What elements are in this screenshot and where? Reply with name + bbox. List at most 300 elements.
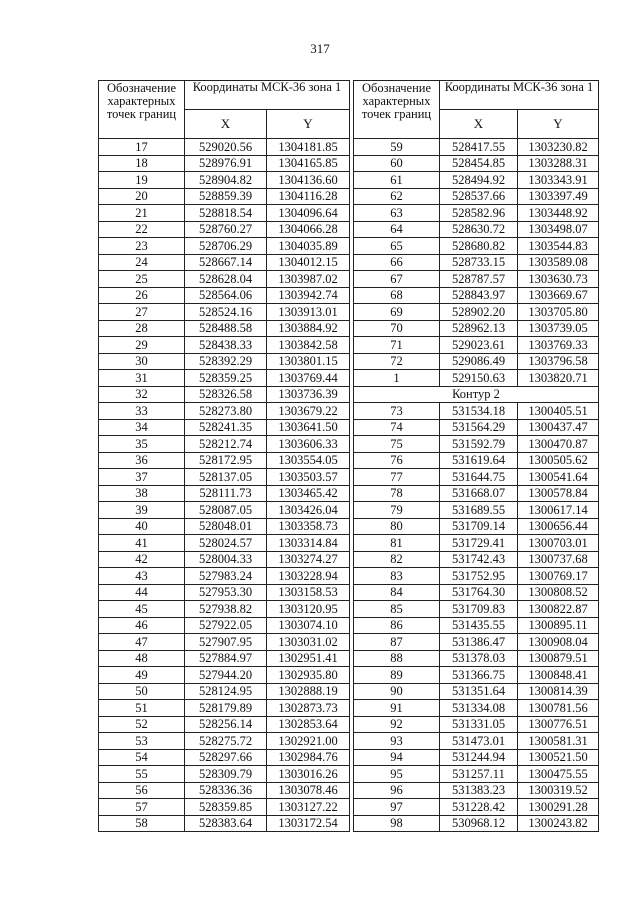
y-coordinate: 1300781.56 bbox=[518, 700, 599, 717]
x-coordinate: 529023.61 bbox=[440, 337, 518, 354]
point-id: 23 bbox=[99, 238, 185, 255]
point-id: 27 bbox=[99, 304, 185, 321]
y-coordinate: 1303769.44 bbox=[267, 370, 350, 387]
point-id: 77 bbox=[354, 469, 440, 486]
x-coordinate: 528004.33 bbox=[185, 551, 267, 568]
point-id: 80 bbox=[354, 518, 440, 535]
coords-header-right: Координаты МСК-36 зона 1 bbox=[440, 81, 599, 110]
x-coordinate: 527922.05 bbox=[185, 617, 267, 634]
point-id: 35 bbox=[99, 436, 185, 453]
table-row bbox=[99, 667, 599, 684]
point-id: 91 bbox=[354, 700, 440, 717]
x-coordinate: 531257.11 bbox=[440, 766, 518, 783]
table-row bbox=[99, 733, 599, 750]
point-id: 41 bbox=[99, 535, 185, 552]
x-coordinate: 528326.58 bbox=[185, 386, 267, 403]
point-id: 74 bbox=[354, 419, 440, 436]
x-coordinate: 528902.20 bbox=[440, 304, 518, 321]
x-coordinate: 527983.24 bbox=[185, 568, 267, 585]
table-row bbox=[99, 634, 599, 651]
x-coordinate: 528256.14 bbox=[185, 716, 267, 733]
y-coordinate: 1303498.07 bbox=[518, 221, 599, 238]
table-row bbox=[99, 320, 599, 337]
y-coordinate: 1300578.84 bbox=[518, 485, 599, 502]
table-row bbox=[99, 469, 599, 486]
point-id: 45 bbox=[99, 601, 185, 618]
y-coordinate: 1304035.89 bbox=[267, 238, 350, 255]
point-id: 40 bbox=[99, 518, 185, 535]
x-coordinate: 528048.01 bbox=[185, 518, 267, 535]
x-coordinate: 528336.36 bbox=[185, 782, 267, 799]
point-id: 97 bbox=[354, 799, 440, 816]
point-id: 39 bbox=[99, 502, 185, 519]
point-id: 1 bbox=[354, 370, 440, 387]
y-coordinate: 1300703.01 bbox=[518, 535, 599, 552]
x-coordinate: 531689.55 bbox=[440, 502, 518, 519]
x-coordinate: 531435.55 bbox=[440, 617, 518, 634]
y-coordinate: 1303669.67 bbox=[518, 287, 599, 304]
point-id: 46 bbox=[99, 617, 185, 634]
y-coordinate: 1304165.85 bbox=[267, 155, 350, 172]
y-coordinate: 1303801.15 bbox=[267, 353, 350, 370]
point-id: 58 bbox=[99, 815, 185, 832]
y-coordinate: 1303942.74 bbox=[267, 287, 350, 304]
x-coordinate: 531564.29 bbox=[440, 419, 518, 436]
point-id: 60 bbox=[354, 155, 440, 172]
point-id: 82 bbox=[354, 551, 440, 568]
point-id: 90 bbox=[354, 683, 440, 700]
y-coordinate: 1303606.33 bbox=[267, 436, 350, 453]
table-row bbox=[99, 815, 599, 832]
x-coordinate: 528582.96 bbox=[440, 205, 518, 222]
x-coordinate: 527884.97 bbox=[185, 650, 267, 667]
point-id: 30 bbox=[99, 353, 185, 370]
x-coordinate: 531244.94 bbox=[440, 749, 518, 766]
x-coordinate: 528111.73 bbox=[185, 485, 267, 502]
x-coordinate: 528962.13 bbox=[440, 320, 518, 337]
x-coordinate: 531742.43 bbox=[440, 551, 518, 568]
point-id: 96 bbox=[354, 782, 440, 799]
x-coordinate: 528537.66 bbox=[440, 188, 518, 205]
y-coordinate: 1300475.55 bbox=[518, 766, 599, 783]
x-coordinate: 531351.64 bbox=[440, 683, 518, 700]
x-coordinate: 528275.72 bbox=[185, 733, 267, 750]
y-coordinate: 1304012.15 bbox=[267, 254, 350, 271]
point-id: 49 bbox=[99, 667, 185, 684]
x-coordinate: 528488.58 bbox=[185, 320, 267, 337]
x-coordinate: 527938.82 bbox=[185, 601, 267, 618]
y-coordinate: 1303230.82 bbox=[518, 139, 599, 156]
x-coordinate: 528024.57 bbox=[185, 535, 267, 552]
x-coordinate: 531386.47 bbox=[440, 634, 518, 651]
point-id: 95 bbox=[354, 766, 440, 783]
y-coordinate: 1303031.02 bbox=[267, 634, 350, 651]
point-id: 38 bbox=[99, 485, 185, 502]
x-coordinate: 530968.12 bbox=[440, 815, 518, 832]
table-row bbox=[99, 601, 599, 618]
x-coordinate: 529150.63 bbox=[440, 370, 518, 387]
x-coordinate: 528179.89 bbox=[185, 700, 267, 717]
point-id: 25 bbox=[99, 271, 185, 288]
table-row bbox=[99, 155, 599, 172]
x-coordinate: 528297.66 bbox=[185, 749, 267, 766]
point-id: 93 bbox=[354, 733, 440, 750]
table-row bbox=[99, 271, 599, 288]
y-coordinate: 1303358.73 bbox=[267, 518, 350, 535]
table-row bbox=[99, 617, 599, 634]
x-coordinate: 531619.64 bbox=[440, 452, 518, 469]
x-coordinate: 528087.05 bbox=[185, 502, 267, 519]
y-coordinate: 1303842.58 bbox=[267, 337, 350, 354]
y-coordinate: 1300291.28 bbox=[518, 799, 599, 816]
header-row bbox=[99, 81, 599, 110]
table-row bbox=[99, 205, 599, 222]
x-coordinate: 528524.16 bbox=[185, 304, 267, 321]
table-row bbox=[99, 452, 599, 469]
x-coordinate: 528137.05 bbox=[185, 469, 267, 486]
x-coordinate: 528438.33 bbox=[185, 337, 267, 354]
x-coordinate: 528241.35 bbox=[185, 419, 267, 436]
y-coordinate: 1300848.41 bbox=[518, 667, 599, 684]
point-id: 29 bbox=[99, 337, 185, 354]
x-coordinate: 527953.30 bbox=[185, 584, 267, 601]
table-row bbox=[99, 485, 599, 502]
table-row bbox=[99, 568, 599, 585]
point-id: 76 bbox=[354, 452, 440, 469]
table-row bbox=[99, 370, 599, 387]
y-coordinate: 1300470.87 bbox=[518, 436, 599, 453]
table-row bbox=[99, 304, 599, 321]
y-coordinate: 1300895.11 bbox=[518, 617, 599, 634]
point-id: 85 bbox=[354, 601, 440, 618]
x-coordinate: 531764.30 bbox=[440, 584, 518, 601]
table-row bbox=[99, 403, 599, 420]
coordinates-table bbox=[98, 80, 599, 832]
y-header-left: Y bbox=[267, 110, 350, 139]
x-coordinate: 528667.14 bbox=[185, 254, 267, 271]
x-coordinate: 528383.64 bbox=[185, 815, 267, 832]
x-coordinate: 531331.05 bbox=[440, 716, 518, 733]
point-id: 81 bbox=[354, 535, 440, 552]
y-coordinate: 1303544.83 bbox=[518, 238, 599, 255]
x-coordinate: 531334.08 bbox=[440, 700, 518, 717]
x-coordinate: 528787.57 bbox=[440, 271, 518, 288]
table-row bbox=[99, 188, 599, 205]
x-coordinate: 529020.56 bbox=[185, 139, 267, 156]
point-id: 56 bbox=[99, 782, 185, 799]
x-coordinate: 531592.79 bbox=[440, 436, 518, 453]
x-coordinate: 528172.95 bbox=[185, 452, 267, 469]
table-row bbox=[99, 518, 599, 535]
y-coordinate: 1303630.73 bbox=[518, 271, 599, 288]
point-id: 86 bbox=[354, 617, 440, 634]
coords-header-left: Координаты МСК-36 зона 1 bbox=[185, 81, 350, 110]
y-coordinate: 1303769.33 bbox=[518, 337, 599, 354]
y-coordinate: 1300437.47 bbox=[518, 419, 599, 436]
x-coordinate: 531709.83 bbox=[440, 601, 518, 618]
x-coordinate: 528976.91 bbox=[185, 155, 267, 172]
y-coordinate: 1303465.42 bbox=[267, 485, 350, 502]
y-coordinate: 1300776.51 bbox=[518, 716, 599, 733]
point-id: 20 bbox=[99, 188, 185, 205]
y-coordinate: 1303016.26 bbox=[267, 766, 350, 783]
point-id: 66 bbox=[354, 254, 440, 271]
page-number: 317 bbox=[310, 41, 330, 56]
x-coordinate: 531668.07 bbox=[440, 485, 518, 502]
table-row bbox=[99, 584, 599, 601]
point-id: 79 bbox=[354, 502, 440, 519]
x-coordinate: 531752.95 bbox=[440, 568, 518, 585]
x-coordinate: 527944.20 bbox=[185, 667, 267, 684]
x-coordinate: 531473.01 bbox=[440, 733, 518, 750]
x-coordinate: 531709.14 bbox=[440, 518, 518, 535]
x-coordinate: 527907.95 bbox=[185, 634, 267, 651]
y-coordinate: 1303397.49 bbox=[518, 188, 599, 205]
x-coordinate: 528706.29 bbox=[185, 238, 267, 255]
y-coordinate: 1300521.50 bbox=[518, 749, 599, 766]
point-id: 87 bbox=[354, 634, 440, 651]
y-coordinate: 1302935.80 bbox=[267, 667, 350, 684]
point-id: 67 bbox=[354, 271, 440, 288]
y-coordinate: 1303343.91 bbox=[518, 172, 599, 189]
y-coordinate: 1303641.50 bbox=[267, 419, 350, 436]
x-coordinate: 528359.85 bbox=[185, 799, 267, 816]
point-id: 54 bbox=[99, 749, 185, 766]
y-coordinate: 1303913.01 bbox=[267, 304, 350, 321]
table-row bbox=[99, 749, 599, 766]
y-coordinate: 1304096.64 bbox=[267, 205, 350, 222]
x-header-left: X bbox=[185, 110, 267, 139]
point-id: 72 bbox=[354, 353, 440, 370]
table-row bbox=[99, 650, 599, 667]
table-row bbox=[99, 436, 599, 453]
point-id: 47 bbox=[99, 634, 185, 651]
y-coordinate: 1303078.46 bbox=[267, 782, 350, 799]
table-row bbox=[99, 716, 599, 733]
point-id: 71 bbox=[354, 337, 440, 354]
y-coordinate: 1303820.71 bbox=[518, 370, 599, 387]
point-header-right: Обозначение характерных точек границ bbox=[354, 81, 440, 139]
y-coordinate: 1303739.05 bbox=[518, 320, 599, 337]
table-row bbox=[99, 238, 599, 255]
y-coordinate: 1303705.80 bbox=[518, 304, 599, 321]
point-id: 69 bbox=[354, 304, 440, 321]
y-coordinate: 1303884.92 bbox=[267, 320, 350, 337]
y-coordinate: 1300541.64 bbox=[518, 469, 599, 486]
x-coordinate: 528760.27 bbox=[185, 221, 267, 238]
table-row bbox=[99, 254, 599, 271]
y-coordinate: 1303172.54 bbox=[267, 815, 350, 832]
point-id: 62 bbox=[354, 188, 440, 205]
point-id: 19 bbox=[99, 172, 185, 189]
table-row bbox=[99, 139, 599, 156]
y-coordinate: 1303736.39 bbox=[267, 386, 350, 403]
point-id: 84 bbox=[354, 584, 440, 601]
y-coordinate: 1303274.27 bbox=[267, 551, 350, 568]
y-coordinate: 1303448.92 bbox=[518, 205, 599, 222]
point-id: 37 bbox=[99, 469, 185, 486]
y-coordinate: 1300822.87 bbox=[518, 601, 599, 618]
y-coordinate: 1302888.19 bbox=[267, 683, 350, 700]
table-row bbox=[99, 535, 599, 552]
y-coordinate: 1302921.00 bbox=[267, 733, 350, 750]
table-row bbox=[99, 337, 599, 354]
y-coordinate: 1303314.84 bbox=[267, 535, 350, 552]
x-coordinate: 528630.72 bbox=[440, 221, 518, 238]
y-coordinate: 1303589.08 bbox=[518, 254, 599, 271]
x-coordinate: 531383.23 bbox=[440, 782, 518, 799]
point-id: 32 bbox=[99, 386, 185, 403]
y-coordinate: 1300814.39 bbox=[518, 683, 599, 700]
point-id: 31 bbox=[99, 370, 185, 387]
y-coordinate: 1300581.31 bbox=[518, 733, 599, 750]
point-id: 65 bbox=[354, 238, 440, 255]
point-id: 73 bbox=[354, 403, 440, 420]
table-row bbox=[99, 799, 599, 816]
point-id: 48 bbox=[99, 650, 185, 667]
x-coordinate: 528564.06 bbox=[185, 287, 267, 304]
y-coordinate: 1300405.51 bbox=[518, 403, 599, 420]
x-coordinate: 528733.15 bbox=[440, 254, 518, 271]
x-coordinate: 528494.92 bbox=[440, 172, 518, 189]
y-coordinate: 1303503.57 bbox=[267, 469, 350, 486]
point-id: 94 bbox=[354, 749, 440, 766]
y-coordinate: 1304181.85 bbox=[267, 139, 350, 156]
point-id: 22 bbox=[99, 221, 185, 238]
point-id: 68 bbox=[354, 287, 440, 304]
y-coordinate: 1303679.22 bbox=[267, 403, 350, 420]
point-id: 55 bbox=[99, 766, 185, 783]
table-row bbox=[99, 700, 599, 717]
point-id: 98 bbox=[354, 815, 440, 832]
y-header-right: Y bbox=[518, 110, 599, 139]
point-id: 88 bbox=[354, 650, 440, 667]
table-row bbox=[99, 287, 599, 304]
y-coordinate: 1304066.28 bbox=[267, 221, 350, 238]
point-id: 26 bbox=[99, 287, 185, 304]
y-coordinate: 1303127.22 bbox=[267, 799, 350, 816]
x-coordinate: 531228.42 bbox=[440, 799, 518, 816]
x-coordinate: 528818.54 bbox=[185, 205, 267, 222]
y-coordinate: 1303288.31 bbox=[518, 155, 599, 172]
point-id: 53 bbox=[99, 733, 185, 750]
point-id: 70 bbox=[354, 320, 440, 337]
table-row bbox=[99, 683, 599, 700]
x-coordinate: 528859.39 bbox=[185, 188, 267, 205]
x-coordinate: 528392.29 bbox=[185, 353, 267, 370]
table-row bbox=[99, 551, 599, 568]
contour-label: Контур 2 bbox=[354, 386, 599, 403]
x-coordinate: 531378.03 bbox=[440, 650, 518, 667]
point-id: 43 bbox=[99, 568, 185, 585]
x-coordinate: 528273.80 bbox=[185, 403, 267, 420]
y-coordinate: 1300908.04 bbox=[518, 634, 599, 651]
y-coordinate: 1300656.44 bbox=[518, 518, 599, 535]
table-row bbox=[99, 172, 599, 189]
point-id: 21 bbox=[99, 205, 185, 222]
y-coordinate: 1303120.95 bbox=[267, 601, 350, 618]
point-id: 57 bbox=[99, 799, 185, 816]
point-id: 59 bbox=[354, 139, 440, 156]
x-coordinate: 531534.18 bbox=[440, 403, 518, 420]
point-id: 50 bbox=[99, 683, 185, 700]
y-coordinate: 1302853.64 bbox=[267, 716, 350, 733]
y-coordinate: 1302984.76 bbox=[267, 749, 350, 766]
table-row bbox=[99, 766, 599, 783]
point-id: 75 bbox=[354, 436, 440, 453]
x-coordinate: 528212.74 bbox=[185, 436, 267, 453]
x-coordinate: 528417.55 bbox=[440, 139, 518, 156]
y-coordinate: 1302873.73 bbox=[267, 700, 350, 717]
point-id: 17 bbox=[99, 139, 185, 156]
point-id: 42 bbox=[99, 551, 185, 568]
y-coordinate: 1300617.14 bbox=[518, 502, 599, 519]
point-id: 83 bbox=[354, 568, 440, 585]
y-coordinate: 1300737.68 bbox=[518, 551, 599, 568]
y-coordinate: 1302951.41 bbox=[267, 650, 350, 667]
y-coordinate: 1303158.53 bbox=[267, 584, 350, 601]
x-coordinate: 528628.04 bbox=[185, 271, 267, 288]
point-id: 18 bbox=[99, 155, 185, 172]
x-coordinate: 528680.82 bbox=[440, 238, 518, 255]
y-coordinate: 1303426.04 bbox=[267, 502, 350, 519]
point-id: 28 bbox=[99, 320, 185, 337]
point-id: 61 bbox=[354, 172, 440, 189]
y-coordinate: 1303796.58 bbox=[518, 353, 599, 370]
table-row bbox=[99, 502, 599, 519]
point-id: 24 bbox=[99, 254, 185, 271]
x-header-right: X bbox=[440, 110, 518, 139]
point-id: 34 bbox=[99, 419, 185, 436]
y-coordinate: 1300769.17 bbox=[518, 568, 599, 585]
y-coordinate: 1304136.60 bbox=[267, 172, 350, 189]
table-row bbox=[99, 386, 599, 403]
point-id: 51 bbox=[99, 700, 185, 717]
x-coordinate: 529086.49 bbox=[440, 353, 518, 370]
point-header-left: Обозначение характерных точек границ bbox=[99, 81, 185, 139]
y-coordinate: 1300243.82 bbox=[518, 815, 599, 832]
x-coordinate: 531366.75 bbox=[440, 667, 518, 684]
x-coordinate: 528843.97 bbox=[440, 287, 518, 304]
y-coordinate: 1300319.52 bbox=[518, 782, 599, 799]
x-coordinate: 531644.75 bbox=[440, 469, 518, 486]
point-id: 78 bbox=[354, 485, 440, 502]
y-coordinate: 1303228.94 bbox=[267, 568, 350, 585]
point-id: 44 bbox=[99, 584, 185, 601]
y-coordinate: 1303074.10 bbox=[267, 617, 350, 634]
table-row bbox=[99, 353, 599, 370]
x-coordinate: 528124.95 bbox=[185, 683, 267, 700]
table-row bbox=[99, 782, 599, 799]
y-coordinate: 1300879.51 bbox=[518, 650, 599, 667]
x-coordinate: 528904.82 bbox=[185, 172, 267, 189]
x-coordinate: 528454.85 bbox=[440, 155, 518, 172]
y-coordinate: 1300808.52 bbox=[518, 584, 599, 601]
point-id: 52 bbox=[99, 716, 185, 733]
point-id: 33 bbox=[99, 403, 185, 420]
point-id: 36 bbox=[99, 452, 185, 469]
x-coordinate: 528309.79 bbox=[185, 766, 267, 783]
point-id: 63 bbox=[354, 205, 440, 222]
table-row bbox=[99, 419, 599, 436]
x-coordinate: 531729.41 bbox=[440, 535, 518, 552]
point-id: 64 bbox=[354, 221, 440, 238]
point-id: 92 bbox=[354, 716, 440, 733]
x-coordinate: 528359.25 bbox=[185, 370, 267, 387]
table-row bbox=[99, 221, 599, 238]
y-coordinate: 1304116.28 bbox=[267, 188, 350, 205]
y-coordinate: 1300505.62 bbox=[518, 452, 599, 469]
